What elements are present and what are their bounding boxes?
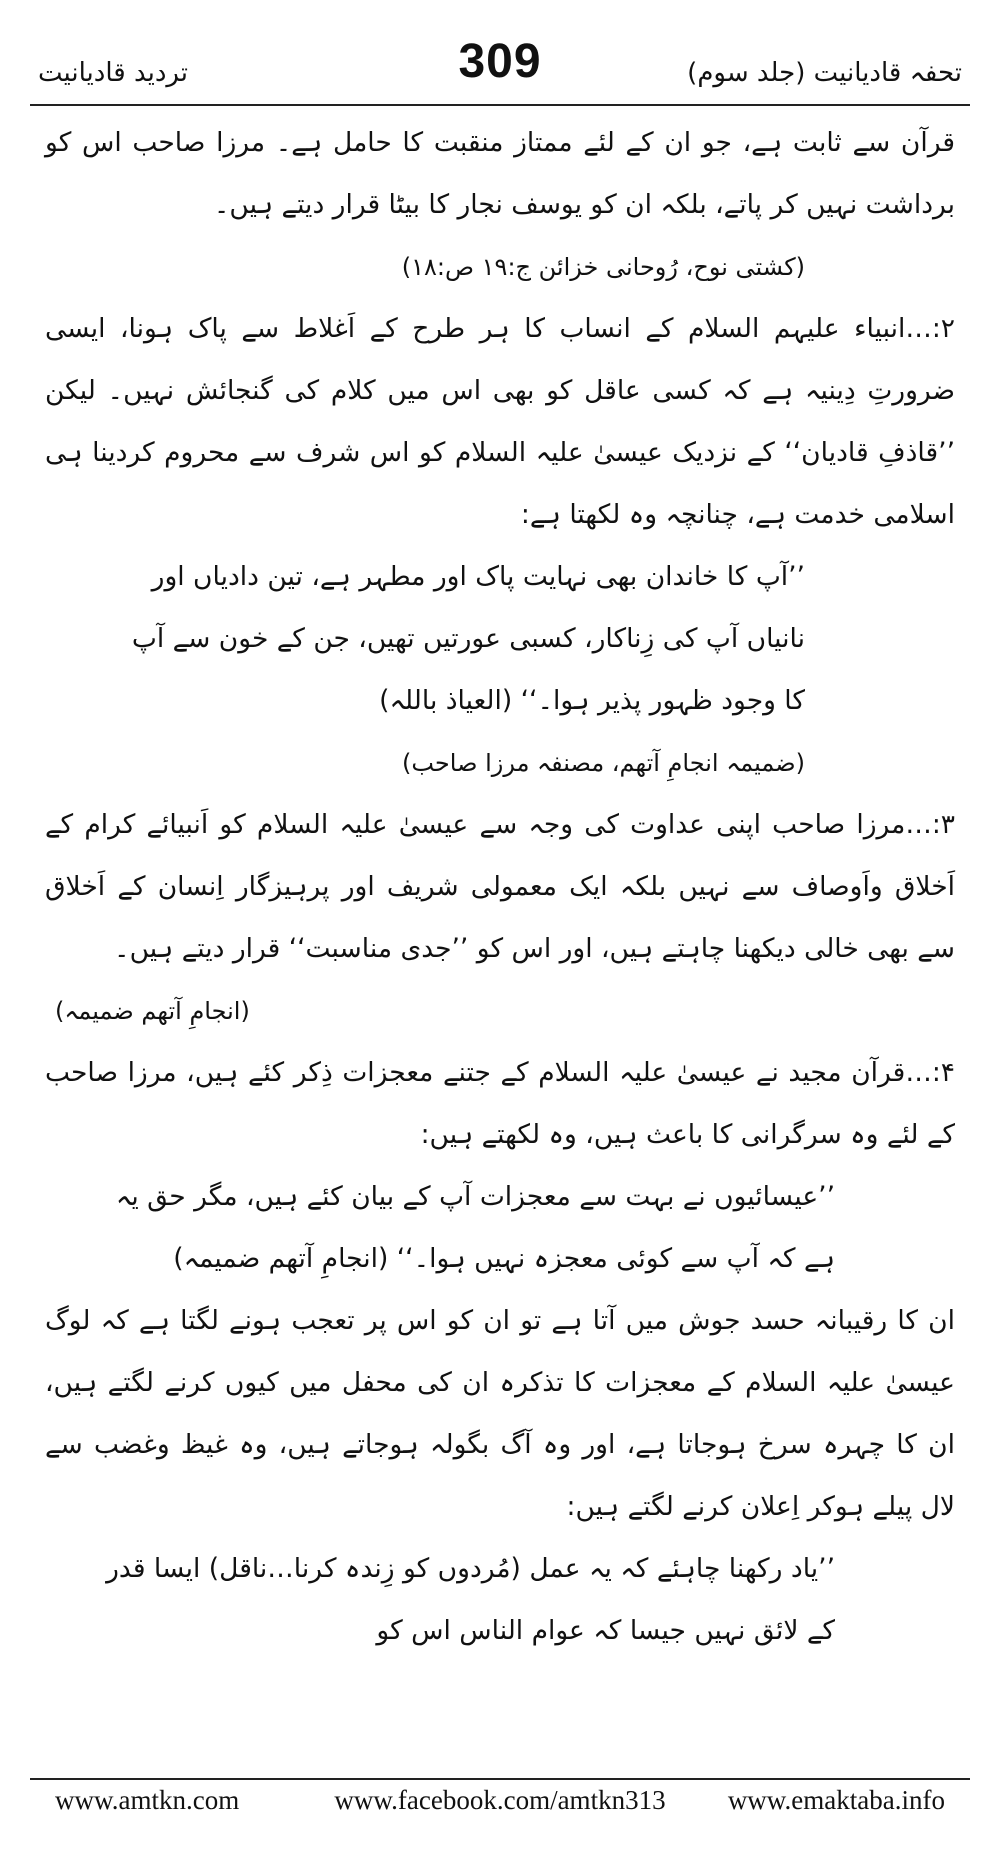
- footer-divider: [30, 1778, 970, 1780]
- paragraph-1: قرآن سے ثابت ہے، جو ان کے لئے ممتاز منقبت کا حامل ہے۔ مرزا صاحب اس کو برداشت نہیں کر پاتے، بلکہ ان کو یوسف نجار کا بیٹا قرار دیتے ہیں۔: [45, 127, 955, 220]
- citation-3: (انجامِ آتھم ضمیمہ): [55, 997, 250, 1025]
- footer-link-facebook[interactable]: www.facebook.com/amtkn313: [334, 1785, 666, 1815]
- page-number: 309: [458, 35, 542, 88]
- header-divider: [30, 104, 970, 106]
- running-header: [30, 28, 970, 108]
- paragraph-4: ۴:…قرآن مجید نے عیسیٰ علیہ السلام کے جتنے معجزات ذِکر کئے ہیں، مرزا صاحب کے لئے وہ سرگرانی کا باعث ہیں، وہ لکھتے ہیں:: [45, 1057, 955, 1150]
- paragraph-2: ۲:…انبیاء علیہم السلام کے انساب کا ہر طرح کے اَغلاط سے پاک ہونا، ایسی ضرورتِ دِینیہ ہے کہ کسی عاقل کو بھی اس میں کلام کی گنجائش نہیں۔ لیکن ’’قاذفِ قادیان‘‘ کے نزدیک عیسیٰ علیہ السلام کو اس شرف سے محروم کردینا ہی اسلامی خدمت ہے، چنانچہ وہ لکھتا ہے:: [45, 313, 955, 530]
- block-quote-1: ’’آپ کا خاندان بھی نہایت پاک اور مطہر ہے، تین دادیاں اور نانیاں آپ کی زِناکار، کسبی عورتیں تھیں، جن کے خون سے آپ کا وجود ظہور پذیر ہوا۔‘‘ (العیاذ باللہ): [131, 561, 805, 716]
- block-quote-3: ’’یاد رکھنا چاہئے کہ یہ عمل (مُردوں کو زِندہ کرنا…ناقل) ایسا قدر کے لائق نہیں جیسا کہ عوام الناس اس کو: [106, 1553, 835, 1646]
- block-quote-2: ’’عیسائیوں نے بہت سے معجزات آپ کے بیان کئے ہیں، مگر حق یہ ہے کہ آپ سے کوئی معجزہ نہیں ہوا۔‘‘ (انجامِ آتھم ضمیمہ): [115, 1181, 835, 1274]
- book-title: تحفہ قادیانیت (جلد سوم): [687, 58, 962, 88]
- paragraph-3: ۳:…مرزا صاحب اپنی عداوت کی وجہ سے عیسیٰ علیہ السلام کو اَنبیائے کرام کے اَخلاق واَوصاف سے نہیں بلکہ ایک معمولی شریف اور پرہیزگار اِنسان کے اَخلاق سے بھی خالی دیکھنا چاہتے ہیں، اور اس کو ’’جدی مناسبت‘‘ قرار دیتے ہیں۔: [45, 809, 955, 964]
- citation-2: (ضمیمہ انجامِ آتھم، مصنفہ مرزا صاحب): [401, 749, 805, 777]
- footer-link-amtkn[interactable]: www.amtkn.com: [55, 1785, 240, 1815]
- footer-link-emaktaba[interactable]: www.emaktaba.info: [727, 1785, 945, 1815]
- citation-1: (کشتی نوح، رُوحانی خزائن ج:۱۹ ص:۱۸): [401, 253, 805, 281]
- section-title: تردید قادیانیت: [38, 58, 189, 88]
- footer: [55, 1785, 945, 1825]
- paragraph-5: ان کا رقیبانہ حسد جوش میں آتا ہے تو ان کو اس پر تعجب ہونے لگتا ہے کہ لوگ عیسیٰ علیہ السلام کے معجزات کا تذکرہ ان کی محفل میں کیوں کرنے لگتے ہیں، ان کا چہرہ سرخ ہوجاتا ہے، اور وہ آگ بگولہ ہوجاتے ہیں، وہ غیظ وغضب سے لال پیلے ہوکر اِعلان کرنے لگتے ہیں:: [45, 1305, 955, 1522]
- page-body: [45, 112, 955, 1662]
